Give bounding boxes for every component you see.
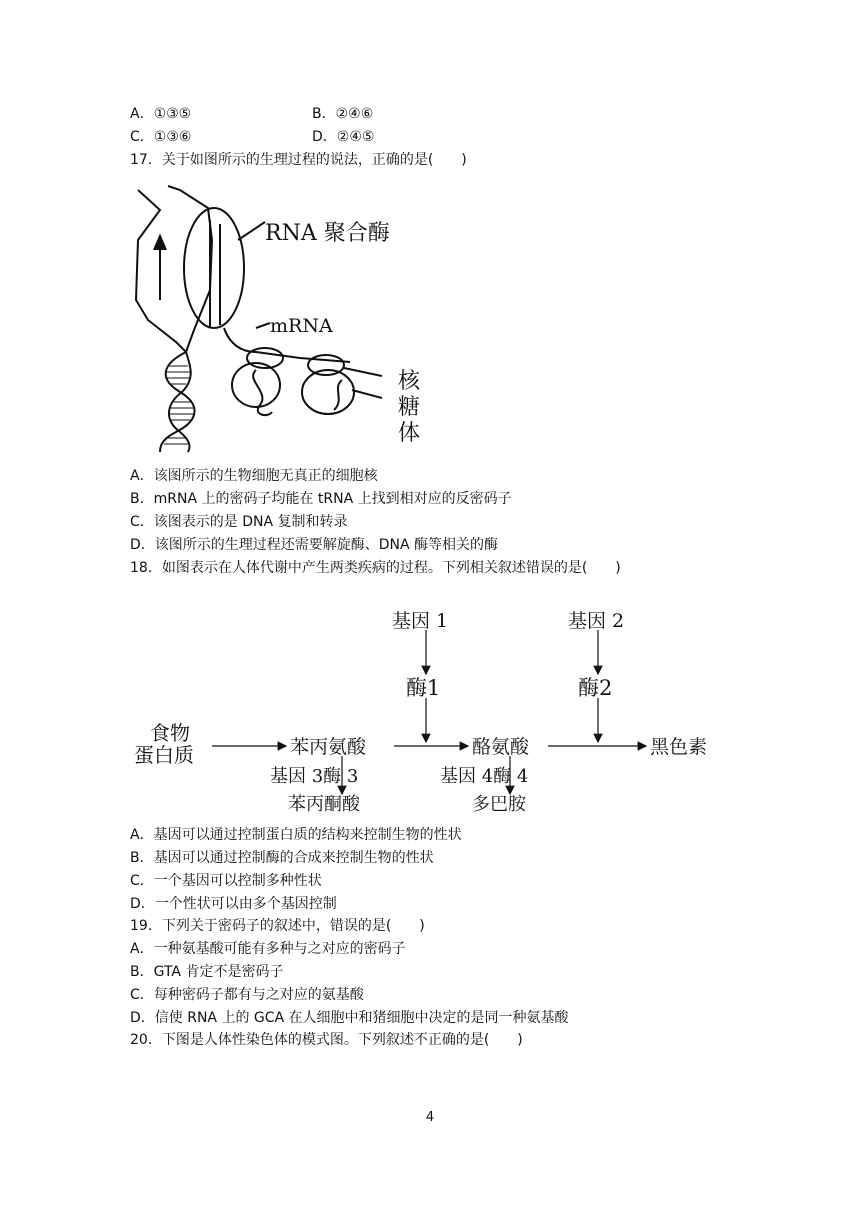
ribosome-label-1: 核 xyxy=(398,369,421,394)
protein-label: 蛋白质 xyxy=(134,743,194,767)
food-label: 食物 xyxy=(150,721,190,745)
enzyme1-label: 酶1 xyxy=(406,676,441,700)
q18-stem: 18．如图表示在人体代谢中产生两类疾病的过程。下列相关叙述错误的是( ) xyxy=(130,560,621,576)
gene3-enzyme3-label: 基因 3酶 3 xyxy=(270,766,359,787)
tyrosine-label: 酪氨酸 xyxy=(472,736,530,758)
phenylpyruvate-label: 苯丙酮酸 xyxy=(288,794,360,815)
q18-option-d: D．一个性状可以由多个基因控制 xyxy=(130,896,337,912)
q20-stem: 20．下图是人体性染色体的模式图。下列叙述不正确的是( ) xyxy=(130,1032,523,1048)
mrna-label: mRNA xyxy=(270,315,333,337)
q19-option-c: C．每种密码子都有与之对应的氨基酸 xyxy=(130,987,364,1003)
q19-stem: 19．下列关于密码子的叙述中，错误的是( ) xyxy=(130,918,425,934)
melanin-label: 黑色素 xyxy=(650,736,708,758)
q16-option-c: C．①③⑥ xyxy=(130,129,192,145)
q16-option-d: D．②④⑤ xyxy=(312,129,375,145)
dopamine-label: 多巴胺 xyxy=(472,794,526,815)
metabolism-pathway-figure xyxy=(128,600,738,820)
rna-polymerase-label: RNA 聚合酶 xyxy=(265,221,390,246)
phenylalanine-label: 苯丙氨酸 xyxy=(290,736,367,758)
enzyme2-label: 酶2 xyxy=(578,676,613,700)
ribosome-label-2: 糖 xyxy=(398,395,421,420)
q17-stem: 17．关于如图所示的生理过程的说法，正确的是( ) xyxy=(130,152,467,168)
q19-option-a: A．一种氨基酸可能有多种与之对应的密码子 xyxy=(130,941,406,957)
q19-option-d: D．信使 RNA 上的 GCA 在人细胞中和猪细胞中决定的是同一种氨基酸 xyxy=(130,1010,569,1026)
gene4-enzyme4-label: 基因 4酶 4 xyxy=(440,766,529,787)
q16-option-b: B．②④⑥ xyxy=(312,106,374,122)
q18-option-c: C．一个基因可以控制多种性状 xyxy=(130,873,322,889)
q16-option-a: A．①③⑤ xyxy=(130,106,192,122)
gene1-label: 基因 1 xyxy=(392,610,449,632)
ribosome-label-3: 体 xyxy=(398,421,421,446)
page-number: 4 xyxy=(425,1110,435,1125)
transcription-translation-figure xyxy=(120,180,450,455)
q17-option-b: B．mRNA 上的密码子均能在 tRNA 上找到相对应的反密码子 xyxy=(130,491,512,507)
gene2-label: 基因 2 xyxy=(568,610,625,632)
q17-option-a: A．该图所示的生物细胞无真正的细胞核 xyxy=(130,468,378,484)
q19-option-b: B．GTA 肯定不是密码子 xyxy=(130,964,284,980)
q18-option-b: B．基因可以通过控制酶的合成来控制生物的性状 xyxy=(130,850,434,866)
q17-option-d: D．该图所示的生理过程还需要解旋酶、DNA 酶等相关的酶 xyxy=(130,537,499,553)
q17-option-c: C．该图表示的是 DNA 复制和转录 xyxy=(130,514,348,530)
q18-option-a: A．基因可以通过控制蛋白质的结构来控制生物的性状 xyxy=(130,827,462,843)
